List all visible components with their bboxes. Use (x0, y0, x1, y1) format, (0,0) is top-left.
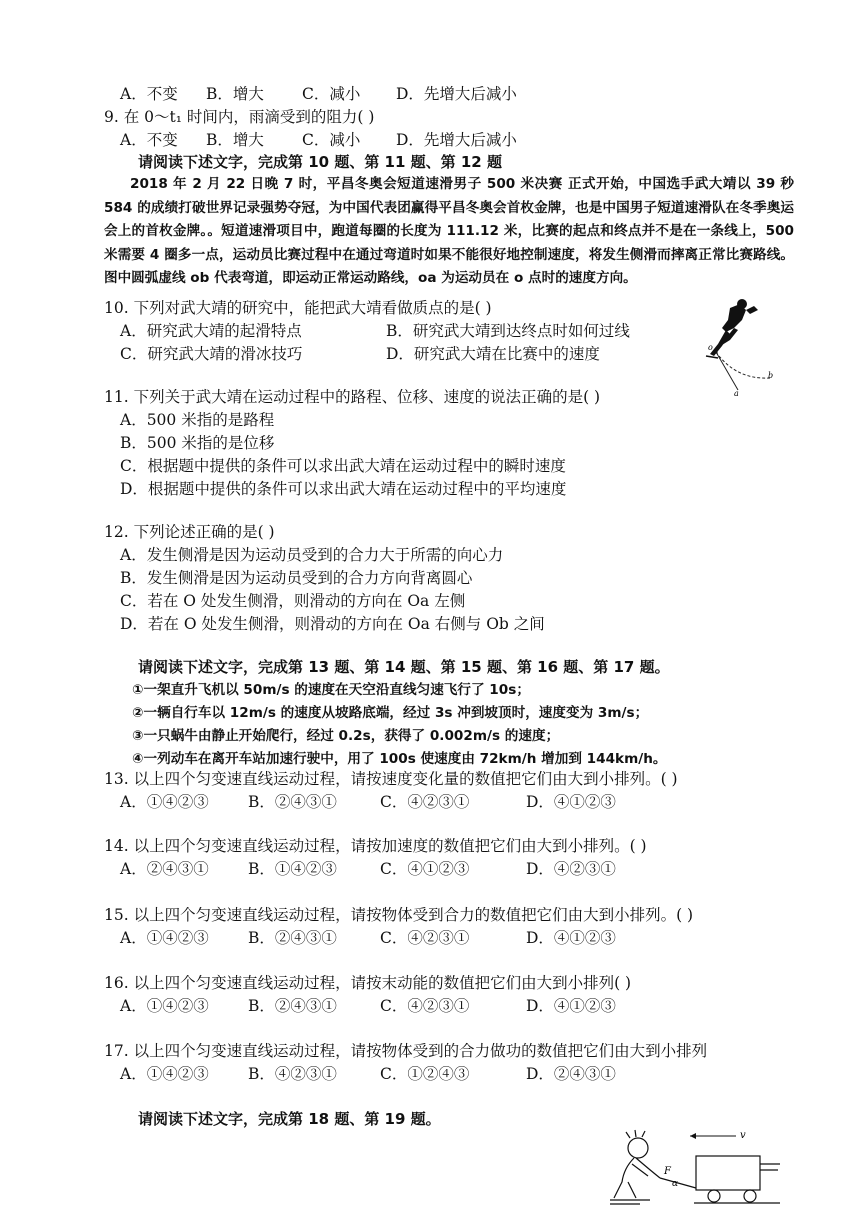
section1-paragraph-text: 2018 年 2 月 22 日晚 7 时，平昌冬奥会短道速滑男子 500 米决赛 正式开始，中国选手武大靖以 39 秒 584 的成绩打破世界记录强势夺冠，为中国代表团赢得平昌冬奥会首枚金牌，也是中国男子短道速滑队在冬季奥运会上的首枚金牌。。短道速滑项目中，跑道每圈的长度为 111.12 米，比赛的起点和终点并不是在一条线上，500 米需要 4 圈多一点，运动员比赛过程中在通过弯道时如果不能很好地控制速度，将发生侧滑而摔离正常比赛路线。图中圆弧虚线 ob 代表弯道，即运动正常运动路线，oa 为运动员在 o 点时的速度方向。 (104, 176, 794, 286)
label-v: v (740, 1130, 746, 1141)
q9-option-d: D．先增大后减小 (396, 131, 517, 149)
q10-stem: 10. 下列对武大靖的研究中，能把武大靖看做质点的是( ) (104, 299, 492, 317)
q10-option-d: D．研究武大靖在比赛中的速度 (386, 345, 600, 363)
q13-options (120, 792, 616, 812)
q17-option-c: C．①②④③ (380, 1065, 470, 1083)
q14-options (120, 859, 616, 879)
section2-item-4: ④一列动车在离开车站加速行驶中，用了 100s 使速度由 72km/h 增加到 144km/h。 (132, 751, 667, 767)
q10-option-c: C．研究武大靖的滑冰技巧 (120, 345, 303, 363)
section2-item-1: ①一架直升飞机以 50m/s 的速度在天空沿直线匀速飞行了 10s； (132, 682, 530, 698)
q16-option-a: A．①④②③ (120, 997, 209, 1015)
section1-heading: 请阅读下述文字，完成第 10 题、第 11 题、第 12 题 (138, 153, 502, 171)
skater-silhouette (706, 299, 758, 358)
velocity-arrow (690, 1133, 736, 1139)
q17-options (120, 1064, 616, 1084)
boy-figure (610, 1130, 660, 1204)
q14-option-b: B．①④②③ (248, 860, 337, 878)
q11-option-a: A．500 米指的是路程 (120, 411, 275, 429)
q14-option-a: A．②④③① (120, 860, 209, 878)
q9-option-b: B．增大 (206, 131, 264, 149)
q13-option-b: B．②④③① (248, 793, 337, 811)
q10-option-b: B．研究武大靖到达终点时如何过线 (386, 322, 630, 340)
q16-stem: 16. 以上四个匀变速直线运动过程，请按末动能的数值把它们由大到小排列( ) (104, 974, 632, 992)
speed-skater-figure (696, 292, 788, 396)
q11-option-c: C．根据题中提供的条件可以求出武大靖在运动过程中的瞬时速度 (120, 457, 566, 475)
q16-options (120, 996, 616, 1016)
q15-option-a: A．①④②③ (120, 929, 209, 947)
q8-option-d: D．先增大后减小 (396, 85, 517, 103)
q9-stem: 9. 在 0～t₁ 时间内，雨滴受到的阻力( ) (104, 108, 375, 126)
point-o (714, 350, 717, 353)
q15-option-d: D．④①②③ (526, 929, 616, 947)
q16-option-b: B．②④③① (248, 997, 337, 1015)
q8-option-c: C．减小 (302, 85, 361, 103)
q8-options (120, 84, 517, 104)
label-o: o (708, 343, 713, 352)
q14-stem: 14. 以上四个匀变速直线运动过程，请按加速度的数值把它们由大到小排列。( ) (104, 837, 647, 855)
boy-pulling-cart-figure (610, 1124, 782, 1210)
q12-option-c: C．若在 O 处发生侧滑，则滑动的方向在 Oa 左侧 (120, 592, 466, 610)
q15-option-c: C．④②③① (380, 929, 470, 947)
q14-option-c: C．④①②③ (380, 860, 470, 878)
section2-heading: 请阅读下述文字，完成第 13 题、第 14 题、第 15 题、第 16 题、第 17 题。 (138, 658, 670, 676)
section2-item-3: ③一只蜗牛由静止开始爬行，经过 0.2s，获得了 0.002m/s 的速度； (132, 728, 560, 744)
q12-option-d: D．若在 O 处发生侧滑，则滑动的方向在 Oa 右侧与 Ob 之间 (120, 615, 545, 633)
q9-option-c: C．减小 (302, 131, 361, 149)
q12-option-a: A．发生侧滑是因为运动员受到的合力大于所需的向心力 (120, 546, 504, 564)
q14-option-d: D．④②③① (526, 860, 616, 878)
label-alpha: α (672, 1179, 679, 1189)
q16-option-c: C．④②③① (380, 997, 470, 1015)
q17-option-b: B．④②③① (248, 1065, 337, 1083)
q16-option-d: D．④①②③ (526, 997, 616, 1015)
q17-option-a: A．①④②③ (120, 1065, 209, 1083)
q15-options (120, 928, 616, 948)
q11-option-b: B．500 米指的是位移 (120, 434, 275, 452)
q13-option-a: A．①④②③ (120, 793, 209, 811)
q10-option-a: A．研究武大靖的起滑特点 (120, 322, 302, 340)
q13-option-c: C．④②③① (380, 793, 470, 811)
q9-option-a: A．不变 (120, 131, 178, 149)
label-f: F (664, 1166, 671, 1177)
q17-stem: 17. 以上四个匀变速直线运动过程，请按物体受到的合力做功的数值把它们由大到小排列 (104, 1042, 708, 1060)
label-a: a (734, 389, 739, 396)
label-b: b (768, 371, 774, 380)
q17-option-d: D．②④③① (526, 1065, 616, 1083)
q8-option-b: B．增大 (206, 85, 264, 103)
q11-stem: 11. 下列关于武大靖在运动过程中的路程、位移、速度的说法正确的是( ) (104, 388, 601, 406)
q13-option-d: D．④①②③ (526, 793, 616, 811)
q15-stem: 15. 以上四个匀变速直线运动过程，请按物体受到合力的数值把它们由大到小排列。( ) (104, 906, 694, 924)
q13-stem: 13. 以上四个匀变速直线运动过程，请按速度变化量的数值把它们由大到小排列。( ) (104, 770, 678, 788)
q8-option-a: A．不变 (120, 85, 178, 103)
section1-paragraph (104, 173, 794, 291)
section2-item-2: ②一辆自行车以 12m/s 的速度从坡路底端，经过 3s 冲到坡顶时，速度变为 3m/s； (132, 705, 649, 721)
q12-option-b: B．发生侧滑是因为运动员受到的合力方向背离圆心 (120, 569, 473, 587)
q15-option-b: B．②④③① (248, 929, 337, 947)
velocity-line-oa (716, 352, 738, 390)
section3-heading: 请阅读下述文字，完成第 18 题、第 19 题。 (138, 1110, 441, 1128)
q9-options (120, 130, 517, 150)
q11-option-d: D．根据题中提供的条件可以求出武大靖在运动过程中的平均速度 (120, 480, 567, 498)
q12-stem: 12. 下列论述正确的是( ) (104, 523, 275, 541)
